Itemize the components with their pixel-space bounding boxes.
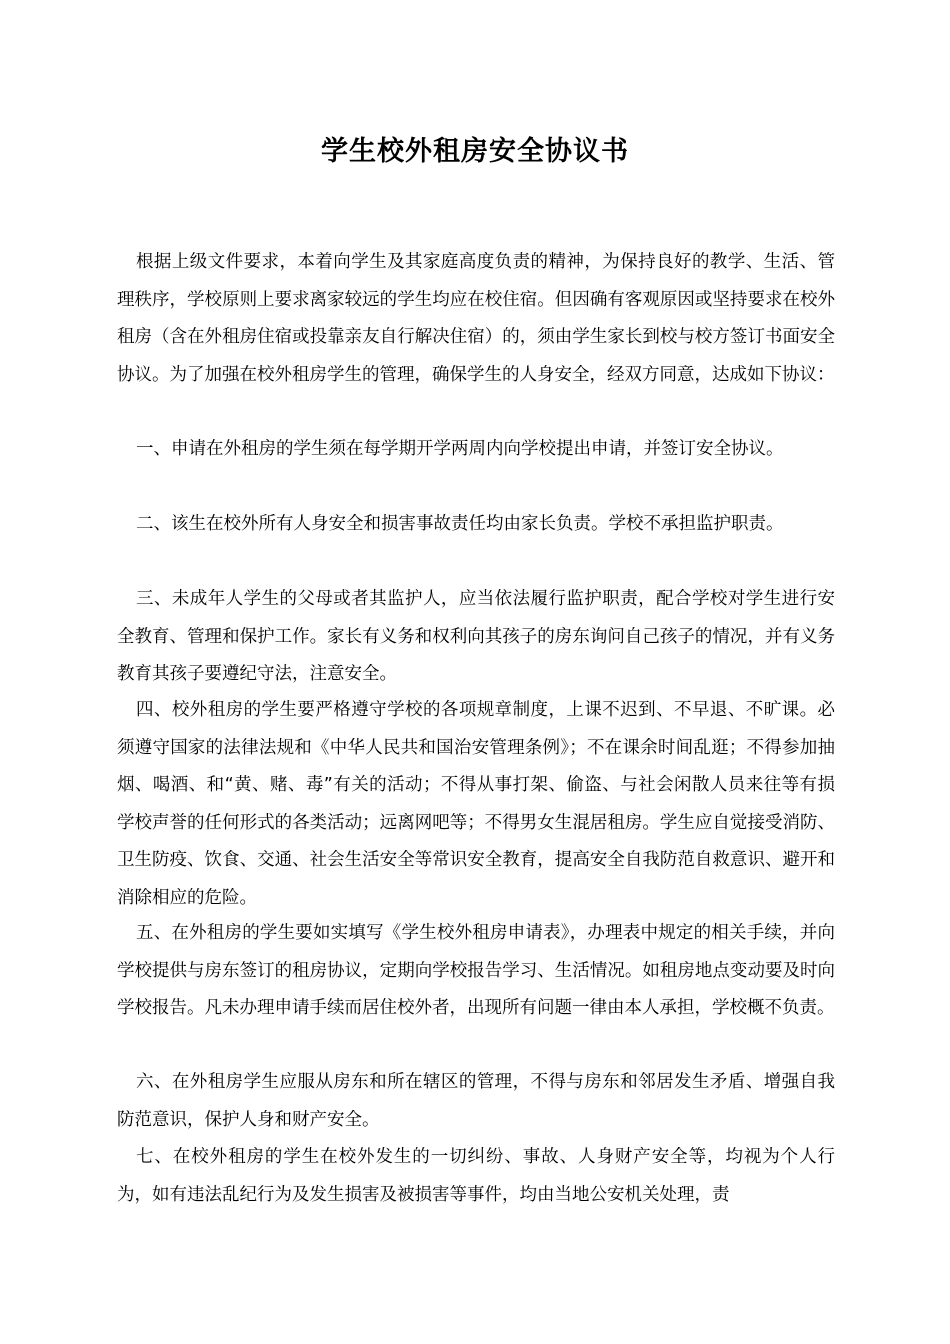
paragraph-item-4: 四、校外租房的学生要严格遵守学校的各项规章制度，上课不迟到、不早退、不旷课。必须遵守国家的法律法规和《中华人民共和国治安管理条例》；不在课余时间乱逛；不得参加抽烟、喝酒、和“黄、赌、毒”有关的活动；不得从事打架、偷盗、与社会闲散人员来往等有损学校声誉的任何形式的各类活动；远离网吧等；不得男女生混居租房。学生应自觉接受消防、卫生防疫、饮食、交通、社会生活安全等常识安全教育，提高安全自我防范自救意识、避开和消除相应的危险。 [117,700,835,908]
paragraph-intro: 根据上级文件要求，本着向学生及其家庭高度负责的精神，为保持良好的教学、生活、管理秩序，学校原则上要求离家较远的学生均应在校住宿。但因确有客观原因或坚持要求在校外租房（含在外租房住宿或投靠亲友自行解决住宿）的，须由学生家长到校与校方签订书面安全协议。为了加强在校外租房学生的管理，确保学生的人身安全，经双方同意，达成如下协议： [117,252,835,385]
paragraph-item-3: 三、未成年人学生的父母或者其监护人，应当依法履行监护职责，配合学校对学生进行安全教育、管理和保护工作。家长有义务和权利向其孩子的房东询问自己孩子的情况，并有义务教育其孩子要遵纪守法，注意安全。 [117,589,835,684]
paragraph-item-2: 二、该生在校外所有人身安全和损害事故责任均由家长负责。学校不承担监护职责。 [136,514,784,534]
paragraph-item-1: 一、申请在外租房的学生须在每学期开学两周内向学校提出申请，并签订安全协议。 [136,439,784,459]
paragraph-item-5: 五、在外租房的学生要如实填写《学生校外租房申请表》，办理表中规定的相关手续，并向学校提供与房东签订的租房协议，定期向学校报告学习、生活情况。如租房地点变动要及时向学校报告。凡未办理申请手续而居住校外者，出现所有问题一律由本人承担，学校概不负责。 [117,923,835,1018]
paragraph-item-7: 七、在校外租房的学生在校外发生的一切纠纷、事故、人身财产安全等，均视为个人行为，如有违法乱纪行为及发生损害及被损害等事件，均由当地公安机关处理，责 [117,1147,835,1205]
paragraph-item-6: 六、在外租房学生应服从房东和所在辖区的管理，不得与房东和邻居发生矛盾、增强自我防范意识，保护人身和财产安全。 [117,1072,835,1130]
document-title: 学生校外租房安全协议书 [321,136,629,167]
